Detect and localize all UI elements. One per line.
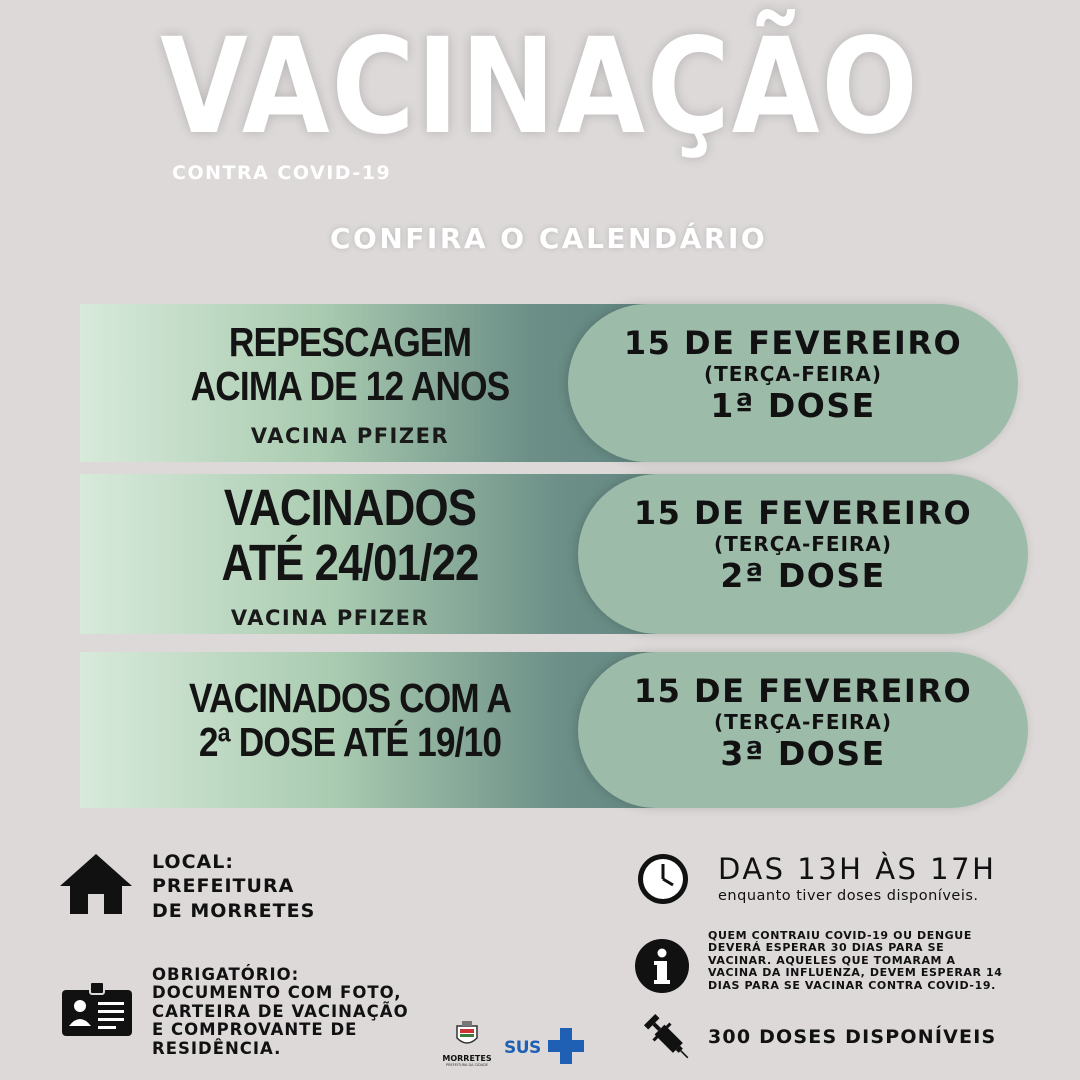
group-title-line2: ACIMA DE 12 ANOS: [190, 363, 510, 410]
schedule-row-3: [80, 652, 1030, 808]
vaccine-label: VACINA PFIZER: [250, 424, 450, 448]
group-title: [118, 320, 582, 409]
sus-logo-text: SUS: [504, 1038, 541, 1058]
group-title: [118, 676, 582, 765]
location-label: LOCAL:: [152, 851, 234, 873]
group-title-line2: ATÉ 24/01/22: [221, 534, 479, 592]
required-line1: DOCUMENTO COM FOTO,: [152, 983, 402, 1003]
schedule-row-1: [80, 304, 1030, 462]
morretes-logo-subtext: PREFEITURA DA CIDADE: [445, 1063, 489, 1067]
schedule-hours: DAS 13H ÀS 17H: [718, 852, 997, 886]
sus-cross-icon: [546, 1026, 586, 1066]
dose-label: 2ª DOSE: [720, 556, 886, 595]
weekday-label: (TERÇA-FEIRA): [713, 532, 893, 556]
required-line2: CARTEIRA DE VACINAÇÃO: [152, 1001, 409, 1021]
weekday-label: (TERÇA-FEIRA): [703, 362, 883, 386]
date-pill: [578, 474, 1028, 634]
home-icon: [58, 852, 134, 916]
dose-label: 1ª DOSE: [710, 386, 876, 425]
required-info: [152, 966, 409, 1058]
schedule-note: enquanto tiver doses disponíveis.: [718, 888, 979, 904]
coat-of-arms-icon: [452, 1020, 482, 1050]
group-title: [118, 480, 582, 590]
group-title-line1: VACINADOS COM A: [188, 675, 512, 721]
sus-logo: [504, 1026, 588, 1066]
schedule-row-2: [80, 474, 1030, 634]
group-title-line1: VACINADOS: [223, 479, 477, 536]
page-title: VACINAÇÃO: [160, 10, 920, 164]
info-icon: [634, 938, 690, 994]
required-line4: RESIDÊNCIA.: [152, 1038, 282, 1058]
warning-line4: VACINA DA INFLUENZA, DEVEM ESPERAR 14: [708, 966, 1003, 980]
date-label: 15 DE FEVEREIRO: [623, 324, 963, 362]
page-subtitle: CONTRA COVID-19: [172, 162, 392, 184]
date-label: 15 DE FEVEREIRO: [633, 494, 973, 532]
date-pill: [578, 652, 1028, 808]
warning-text: [708, 930, 1003, 992]
clock-icon: [636, 852, 690, 906]
doses-available: 300 DOSES DISPONÍVEIS: [708, 1026, 997, 1048]
group-title-line2: 2ª DOSE ATÉ 19/10: [198, 719, 502, 766]
warning-line2: DEVERÁ ESPERAR 30 DIAS PARA SE: [708, 941, 945, 955]
weekday-label: (TERÇA-FEIRA): [713, 710, 893, 734]
id-card-icon: [62, 982, 132, 1036]
date-pill: [568, 304, 1018, 462]
date-label: 15 DE FEVEREIRO: [633, 672, 973, 710]
warning-line1: QUEM CONTRAIU COVID-19 OU DENGUE: [708, 929, 972, 942]
warning-line3: VACINAR. AQUELES QUE TOMARAM A: [708, 953, 956, 967]
vaccine-label: VACINA PFIZER: [230, 606, 430, 630]
dose-label: 3ª DOSE: [720, 734, 886, 773]
morretes-logo: [440, 1020, 494, 1072]
location-line1: PREFEITURA: [152, 875, 295, 898]
syringe-icon: [640, 1010, 696, 1066]
calendar-heading: CONFIRA O CALENDÁRIO: [330, 222, 768, 255]
location-line2: DE MORRETES: [152, 899, 316, 922]
location-info: [152, 850, 315, 923]
morretes-logo-text: MORRETES: [442, 1054, 492, 1063]
warning-line5: DIAS PARA SE VACINAR CONTRA COVID-19.: [708, 978, 996, 992]
required-label: OBRIGATÓRIO:: [152, 965, 300, 984]
group-title-line1: REPESCAGEM: [228, 319, 472, 365]
required-line3: E COMPROVANTE DE: [152, 1020, 358, 1040]
